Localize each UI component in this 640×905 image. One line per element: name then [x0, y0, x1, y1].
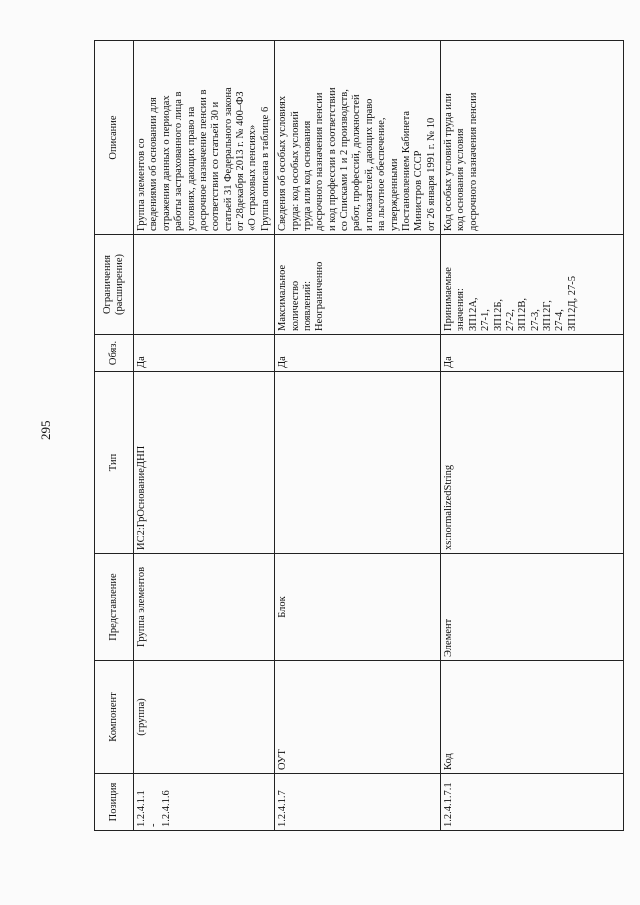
position-line: 1.2.4.1.1: [136, 790, 147, 827]
description-line: и код профессии в соответствии: [326, 87, 338, 231]
restriction-line: Неограниченно: [314, 261, 326, 331]
description-line: Группа элементов со: [136, 138, 147, 231]
restriction-line: значения:: [455, 288, 467, 331]
description-line: Постановлением Кабинета: [400, 110, 412, 231]
header-type: Тип: [95, 372, 134, 554]
cell-required: Да: [441, 335, 624, 372]
description-line: Код особых условий труда или: [443, 93, 454, 231]
description-line: утвержденными: [388, 158, 400, 231]
description-line: соответствии со статьей 30 и: [210, 101, 222, 231]
cell-type: ИС2:ГрОснованиеДНП: [134, 372, 275, 554]
restriction-line: ЗП12Г,: [542, 300, 553, 331]
description-line: Сведения об особых условиях: [277, 95, 289, 231]
cell-component: Код: [441, 661, 624, 774]
header-component: Компонент: [95, 661, 134, 774]
position-line: 1.2.4.1.7.1: [443, 782, 454, 827]
description-line: код основания условия: [455, 128, 467, 231]
restriction-line: 27-2,: [504, 309, 516, 331]
description-line: работ, профессий, должностей: [351, 94, 363, 231]
description-line: отражения данных о периодах: [160, 95, 172, 231]
cell-representation: Блок: [275, 554, 441, 661]
description-line: от 28декабря 2013 г. № 400–ФЗ: [235, 91, 246, 231]
header-position: Позиция: [95, 774, 134, 831]
header-required: Обяз.: [95, 335, 134, 372]
description-line: статьей 31 Федерального закона: [222, 87, 234, 231]
restriction-line: Принимаемые: [443, 267, 454, 331]
cell-description: [441, 41, 624, 235]
cell-description: [134, 41, 275, 235]
restriction-line: ЗП12В,: [517, 298, 529, 331]
cell-restrictions: [275, 235, 441, 335]
header-representation: Представление: [95, 554, 134, 661]
page-number: 295: [38, 420, 53, 440]
restriction-line: 27-4,: [554, 309, 566, 331]
description-line: «О страховых пенсиях»: [247, 124, 259, 231]
position-line: 1.2.4.1.6: [160, 790, 172, 827]
spec-table: [94, 40, 624, 831]
description-line: сведениями об основании для: [148, 97, 160, 231]
description-line: на льготное обеспечение,: [376, 117, 388, 231]
description-line: труда или код основания: [301, 120, 313, 231]
description-line: и показателей, дающих право: [363, 98, 375, 231]
table-row: [441, 41, 624, 831]
position-line: 1.2.4.1.7: [277, 790, 289, 827]
cell-position: [275, 774, 441, 831]
cell-representation: Элемент: [441, 554, 624, 661]
header-description: Описание: [95, 41, 134, 235]
description-line: условиях, дающих право на: [185, 106, 197, 231]
description-line: от 26 января 1991 г. № 10: [425, 117, 437, 231]
cell-restrictions: [441, 235, 624, 335]
cell-component: ОУТ: [275, 661, 441, 774]
cell-required: Да: [275, 335, 441, 372]
cell-position: [441, 774, 624, 831]
description-line: досрочного назначения пенсии: [314, 92, 326, 231]
description-line: со Списками 1 и 2 производств,: [339, 89, 350, 231]
cell-representation: Группа элементов: [134, 554, 275, 661]
header-row: [95, 41, 134, 831]
restriction-line: ЗП12Б,: [492, 299, 504, 331]
cell-type: xs:normalizedString: [441, 372, 624, 554]
restriction-line: ЗП12А,: [467, 297, 479, 331]
cell-restrictions: [134, 235, 275, 335]
restriction-line: 27-3,: [529, 309, 541, 331]
description-line: досрочное назначение пенсии в: [197, 89, 209, 231]
rotated-table-container: [94, 41, 578, 831]
restriction-line: 27-1,: [480, 309, 492, 331]
description-line: Группа описана в таблице 6: [259, 106, 271, 231]
cell-required: Да: [134, 335, 275, 372]
cell-type: [275, 372, 441, 554]
restriction-line: Максимальное: [277, 264, 289, 331]
table-row: [275, 41, 441, 831]
description-line: труда: код особых условий: [289, 111, 301, 231]
position-line: -: [148, 823, 160, 827]
cell-description: [275, 41, 441, 235]
cell-position: [134, 774, 275, 831]
description-line: досрочного назначения пенсии: [467, 92, 479, 231]
description-line: Министров СССР: [413, 150, 425, 231]
cell-component: (группа): [134, 661, 275, 774]
description-line: работы застрахованного лица в: [173, 91, 185, 231]
restriction-line: количество: [289, 280, 301, 331]
header-restrictions: Ограничения (расширение): [95, 235, 134, 335]
table-row: [134, 41, 275, 831]
restriction-line: ЗП12Д, 27-5: [566, 275, 578, 331]
restriction-line: появлений:: [301, 281, 313, 331]
